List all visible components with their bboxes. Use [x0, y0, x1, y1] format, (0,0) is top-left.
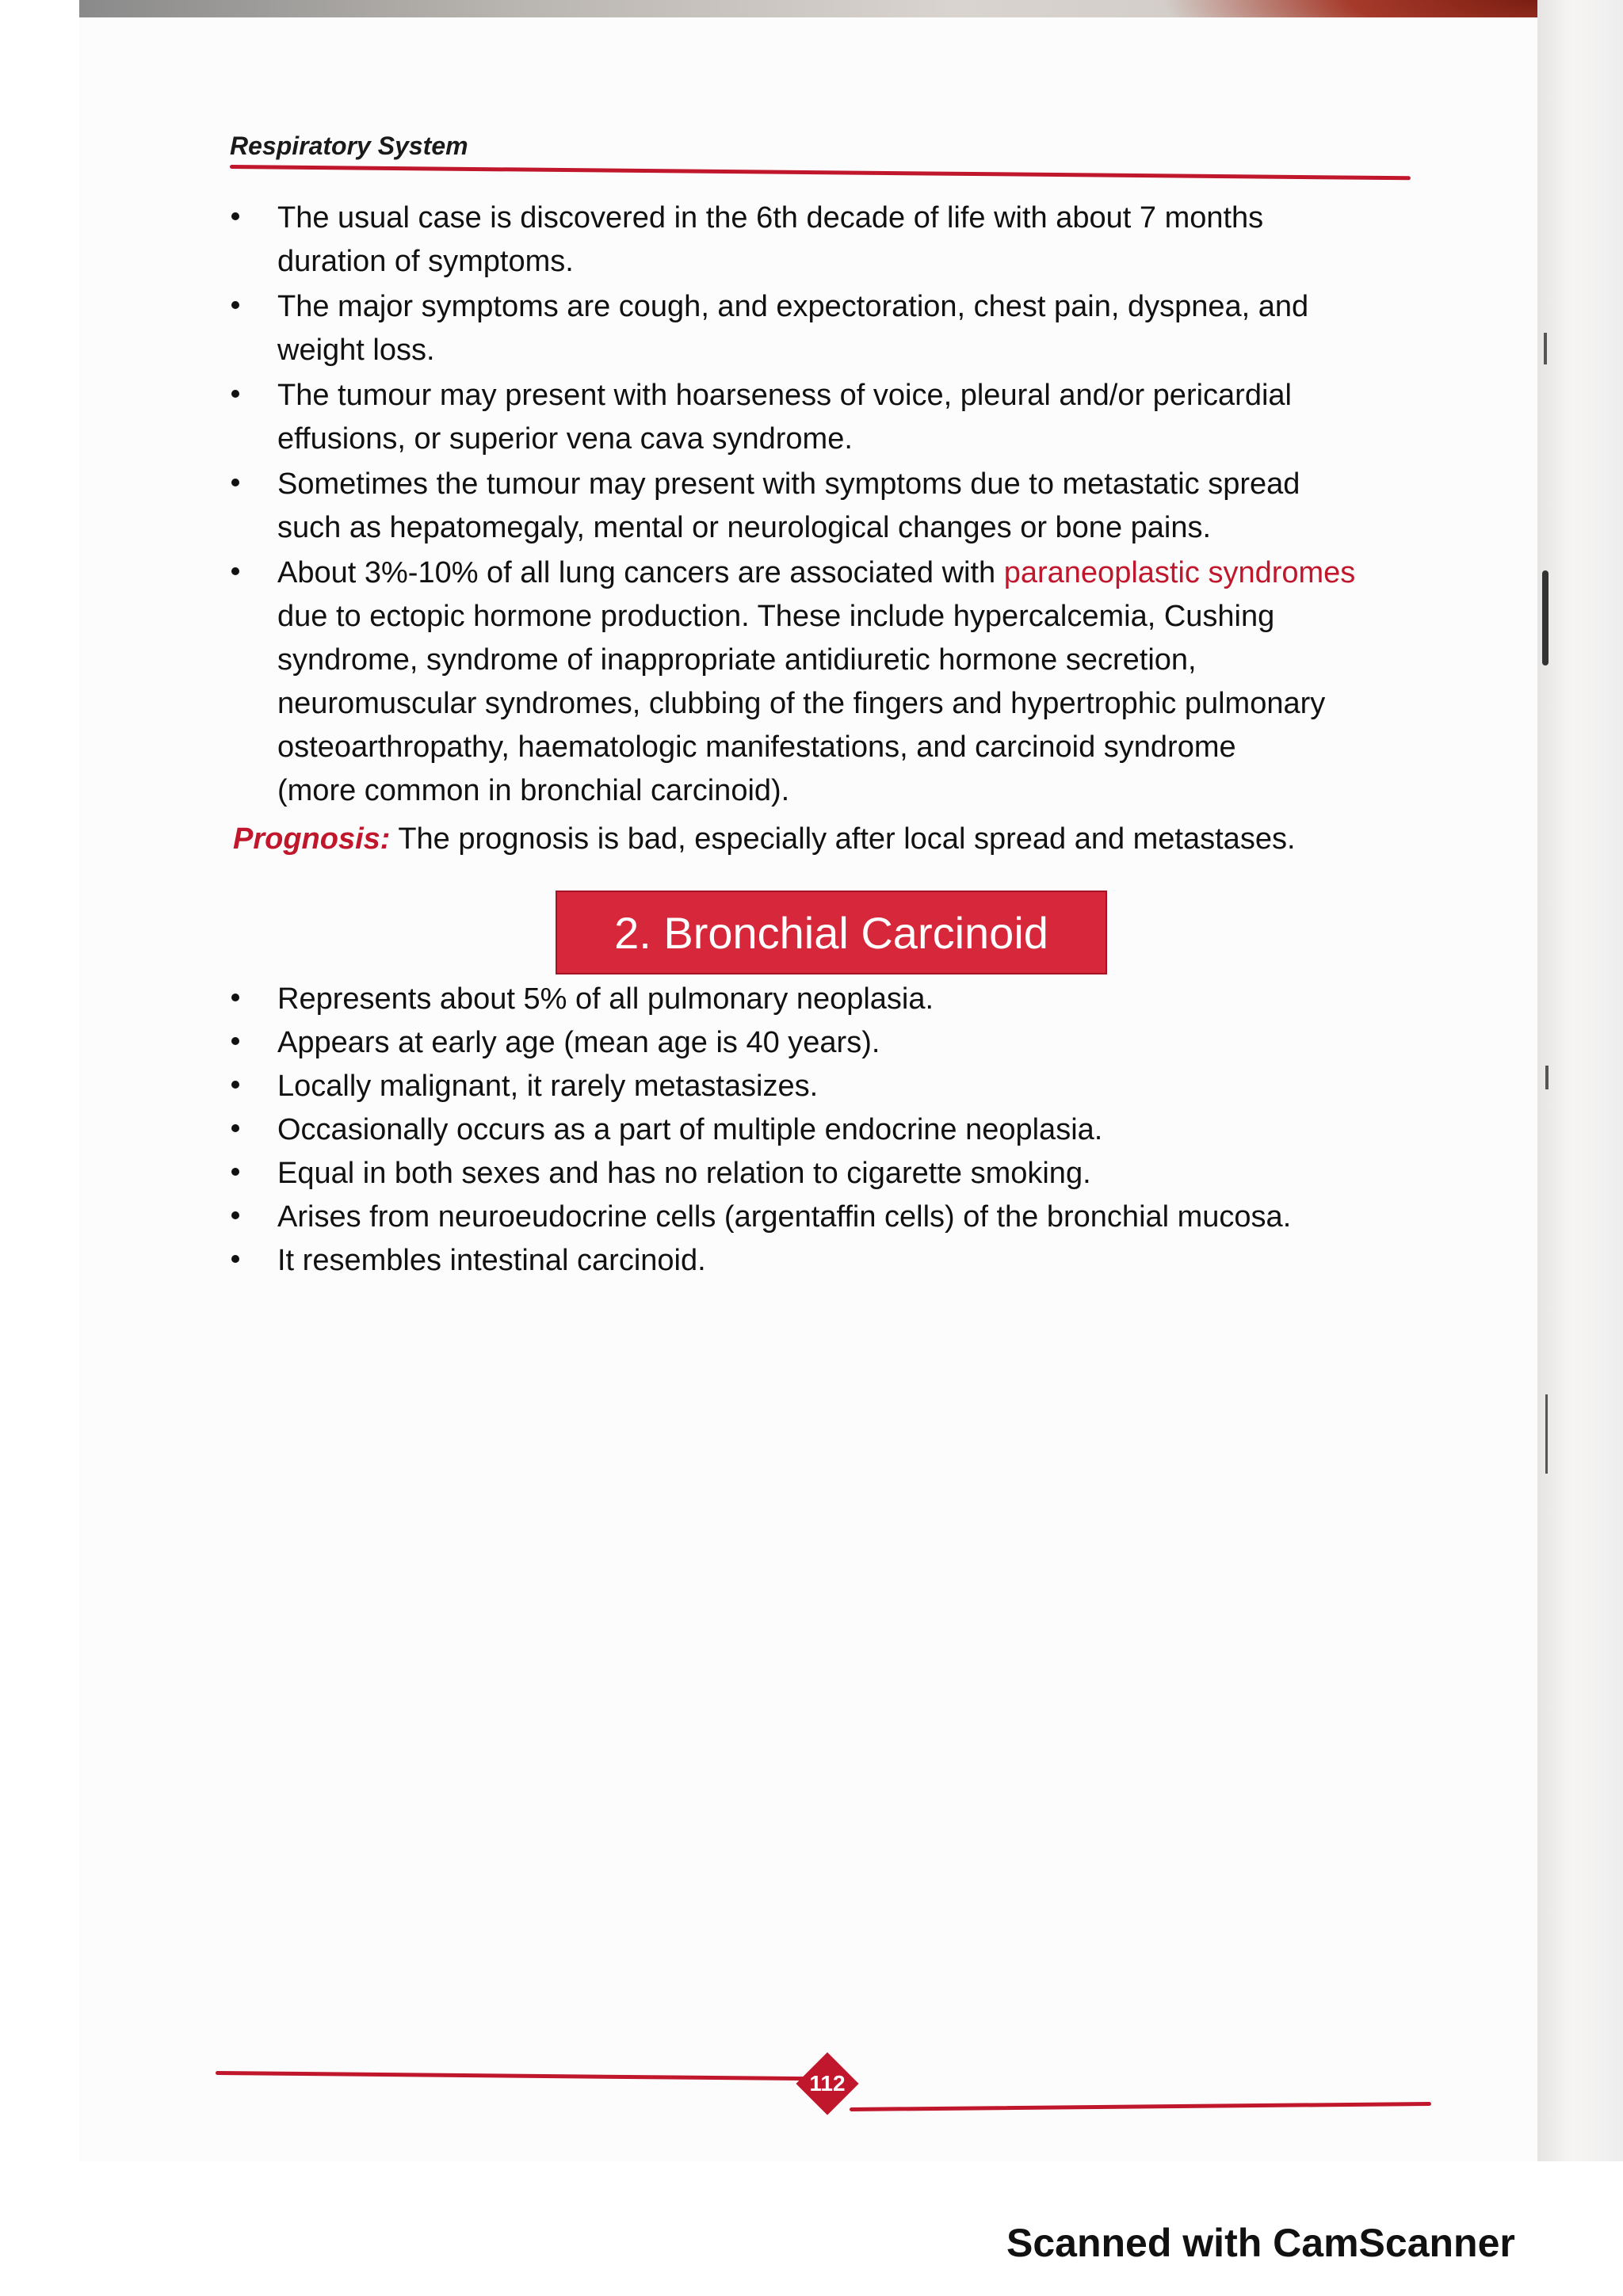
list-item-text: Sometimes the tumour may present with symptoms due to metastatic spread — [277, 467, 1300, 501]
bullet-icon — [231, 1168, 239, 1176]
scan-artifact — [1544, 333, 1547, 364]
list-item-text: duration of symptoms. — [277, 245, 574, 278]
bullet-icon — [231, 994, 239, 1001]
section-heading — [556, 891, 1107, 974]
bullet-icon — [231, 1255, 239, 1263]
list-item-text: Occasionally occurs as a part of multiple endocrine neoplasia. — [277, 1113, 1103, 1146]
bullet-list-lung-cancer — [277, 196, 1419, 813]
list-item — [277, 978, 1419, 1021]
list-item-text: due to ectopic hormone production. These include hypercalcemia, Cushing — [277, 600, 1275, 633]
prognosis-text: The prognosis is bad, especially after local spread and metastases. — [390, 822, 1296, 856]
bullet-icon — [231, 390, 239, 398]
highlight-term: paraneoplastic syndromes — [1003, 556, 1356, 589]
section-title: 2. Bronchial Carcinoid — [614, 907, 1048, 958]
page-number: 112 — [809, 2071, 846, 2096]
list-item-text: The major symptoms are cough, and expectoration, chest pain, dyspnea, and — [277, 290, 1309, 323]
bullet-icon — [231, 212, 239, 220]
list-item-text: Equal in both sexes and has no relation to cigarette smoking. — [277, 1157, 1091, 1190]
list-item — [277, 1065, 1419, 1108]
list-item-text: syndrome, syndrome of inappropriate antidiuretic hormone secretion, — [277, 643, 1197, 677]
list-item — [277, 551, 1419, 813]
list-item-text: Represents about 5% of all pulmonary neoplasia. — [277, 982, 934, 1016]
list-item-text: effusions, or superior vena cava syndrome. — [277, 422, 853, 456]
scanner-watermark: Scanned with CamScanner — [1006, 2221, 1515, 2265]
list-item-text: The usual case is discovered in the 6th decade of life with about 7 months — [277, 201, 1264, 235]
list-item — [277, 1196, 1419, 1239]
list-item-text: About 3%-10% of all lung cancers are associated with — [277, 556, 1004, 589]
list-item-text: Arises from neuroeudocrine cells (argentaffin cells) of the bronchial mucosa. — [277, 1200, 1292, 1234]
list-item-text: The tumour may present with hoarseness of voice, pleural and/or pericardial — [277, 379, 1292, 412]
prognosis-label: Prognosis: — [233, 822, 391, 856]
scan-artifact — [1542, 570, 1549, 666]
scan-artifact — [1545, 1394, 1548, 1474]
list-item — [277, 285, 1419, 372]
prognosis-paragraph — [233, 822, 1296, 856]
list-item — [277, 1152, 1419, 1196]
scan-artifact — [1545, 1066, 1549, 1089]
bullet-icon — [231, 1211, 239, 1219]
bullet-icon — [231, 479, 239, 486]
list-item — [277, 463, 1419, 550]
list-item — [277, 196, 1419, 284]
list-item-text: (more common in bronchial carcinoid). — [277, 774, 790, 807]
scan-side-strip — [1537, 0, 1623, 2161]
list-item — [277, 1239, 1419, 1283]
bullet-icon — [231, 1124, 239, 1132]
list-item-text: Locally malignant, it rarely metastasizes. — [277, 1070, 819, 1103]
bullet-icon — [231, 1037, 239, 1045]
bullet-list-bronchial-carcinoid — [277, 978, 1419, 1283]
list-item-text: weight loss. — [277, 334, 435, 367]
list-item-text: osteoarthropathy, haematologic manifestations, and carcinoid syndrome — [277, 730, 1236, 764]
list-item-text: neuromuscular syndromes, clubbing of the fingers and hypertrophic pulmonary — [277, 687, 1326, 720]
list-item-text: It resembles intestinal carcinoid. — [277, 1244, 706, 1277]
list-item — [277, 374, 1419, 461]
running-header: Respiratory System — [230, 132, 468, 160]
list-item — [277, 1108, 1419, 1152]
bullet-icon — [231, 301, 239, 309]
bullet-icon — [231, 567, 239, 575]
bullet-icon — [231, 1081, 239, 1089]
list-item-text: Appears at early age (mean age is 40 years). — [277, 1026, 880, 1059]
list-item-text: such as hepatomegaly, mental or neurological changes or bone pains. — [277, 511, 1212, 544]
list-item — [277, 1021, 1419, 1065]
